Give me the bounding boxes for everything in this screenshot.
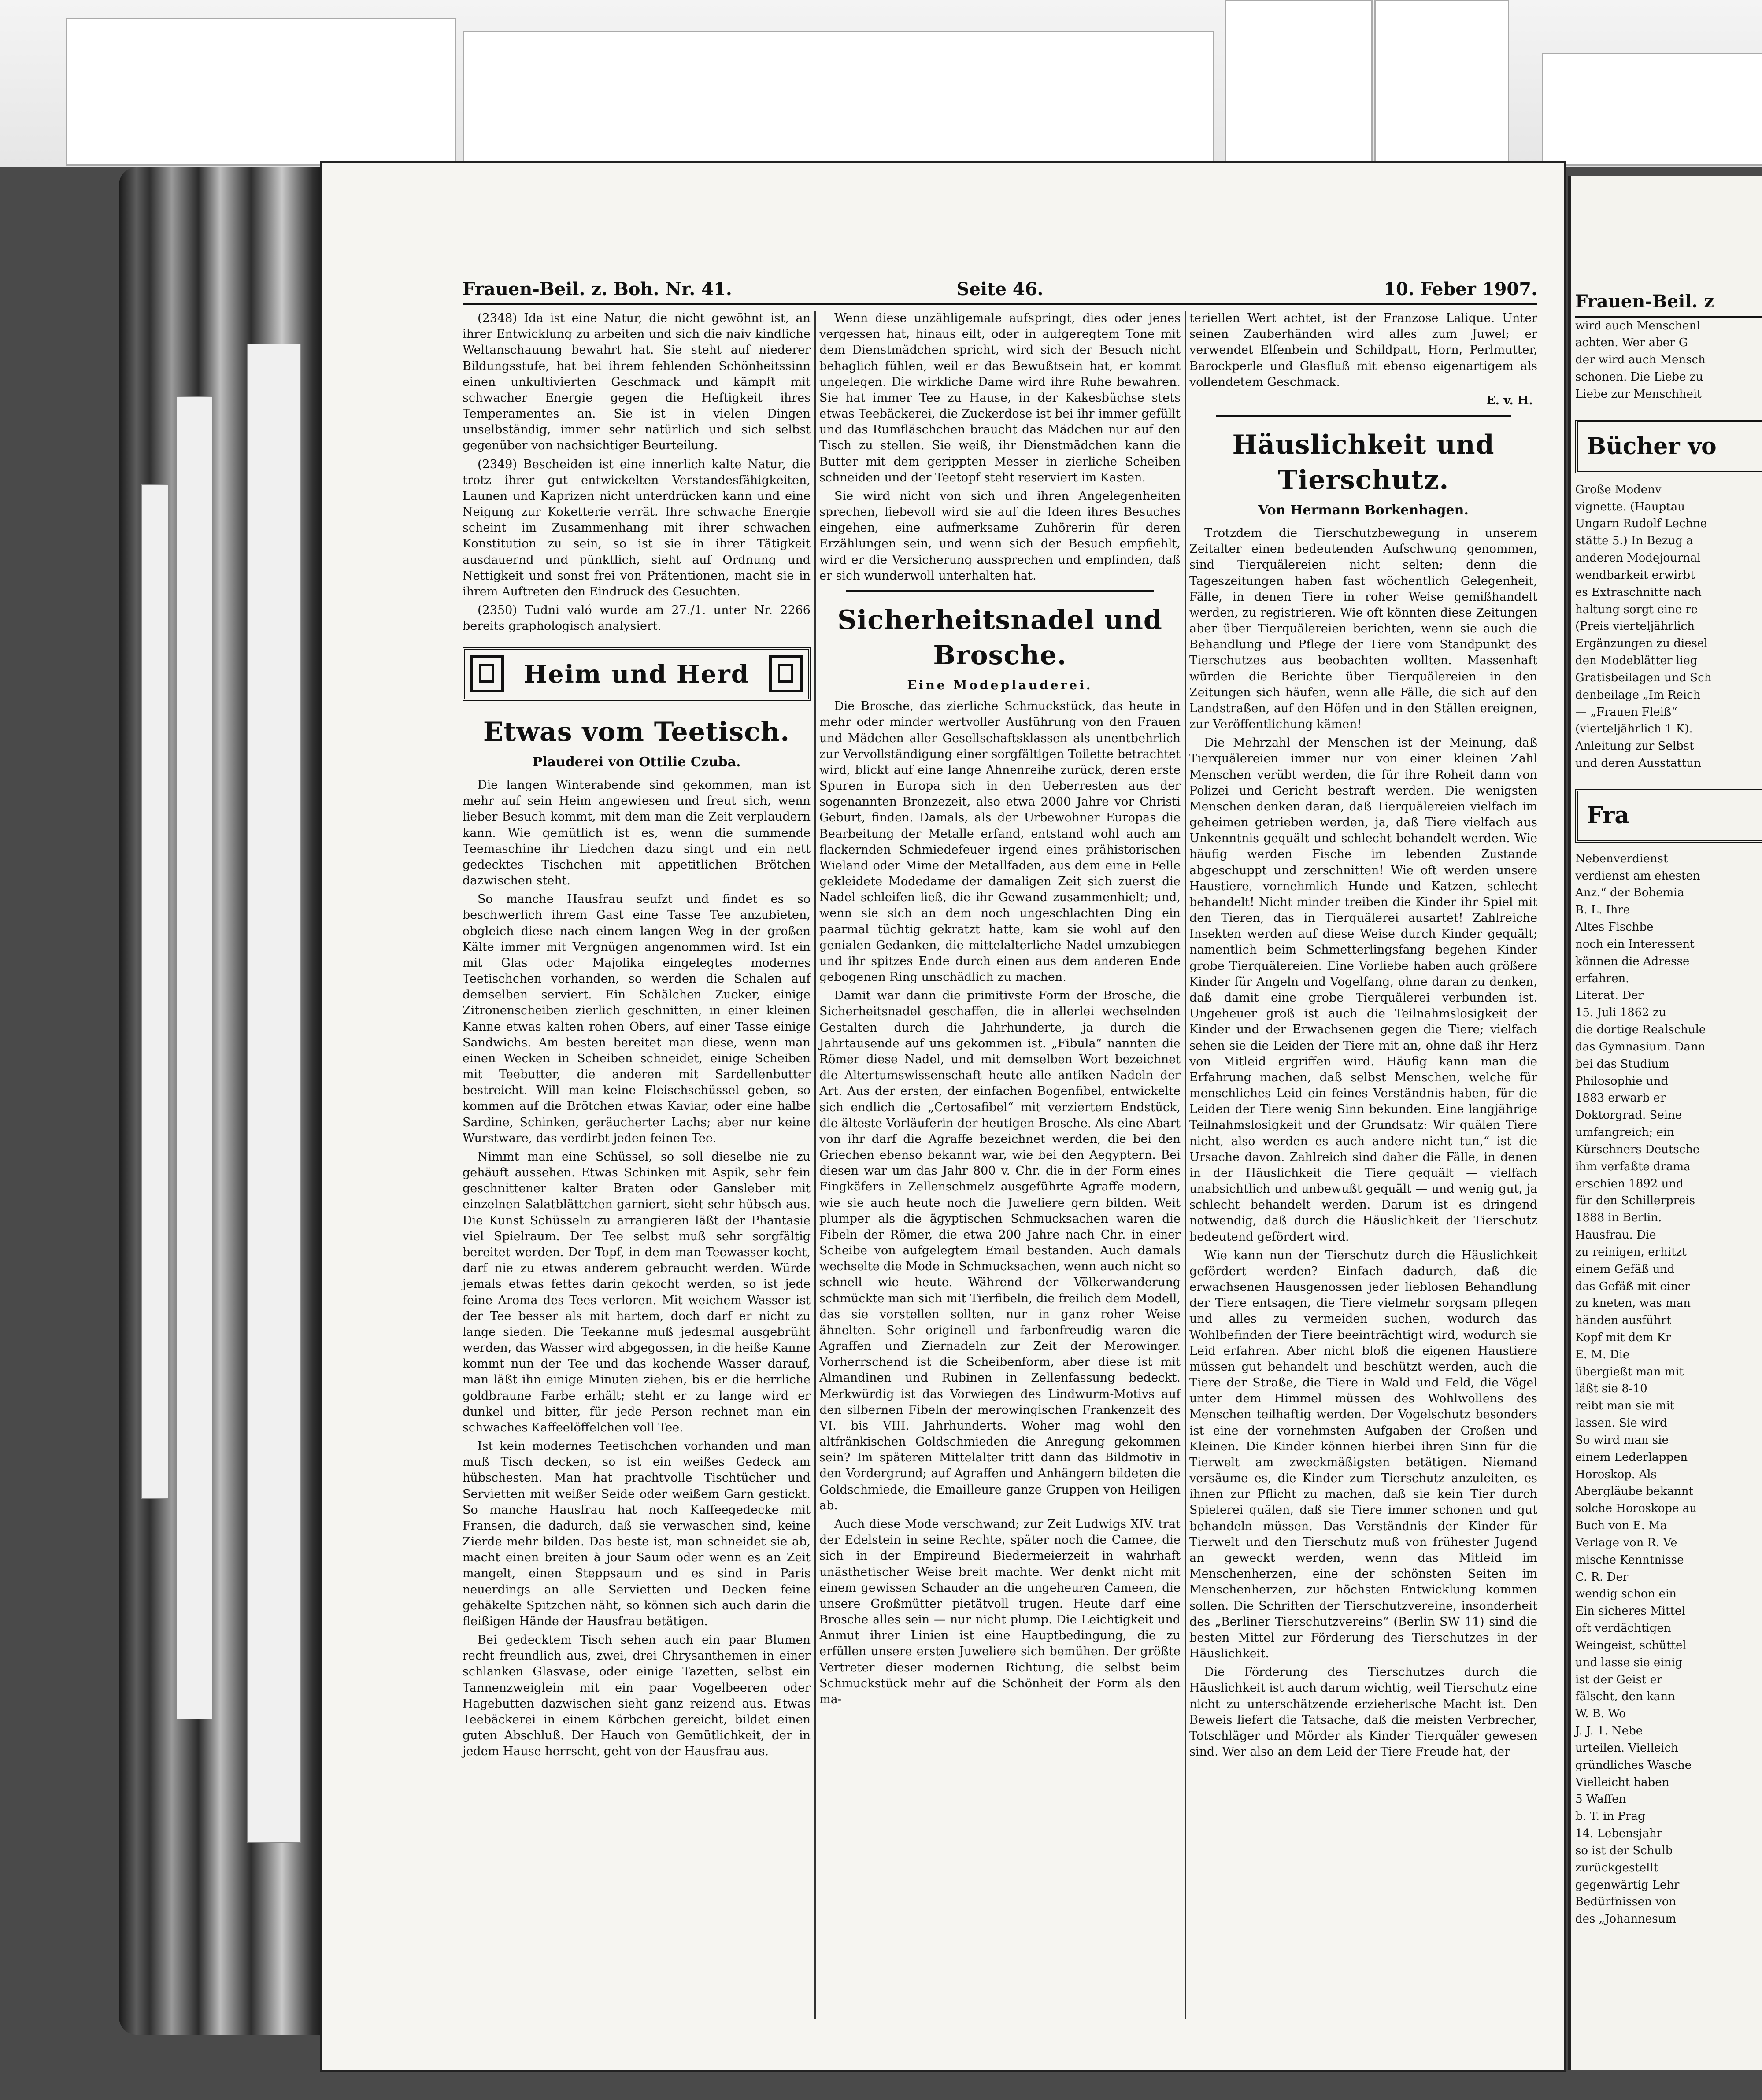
adjacent-text-line: Doktorgrad. Seine <box>1575 1109 1682 1122</box>
adjacent-text-line: noch ein Interessent <box>1575 937 1695 951</box>
article-paragraph: Sie wird nicht von sich und ihren Angelegenheiten sprechen, liebevoll wird sie auf die Ideen ihres Besuches eingehen, eine aufmerksame Zuhörerin für deren Erzählungen sein, und wenn sich der Besuch empfiehlt, wird er die Versicherung aussprechen und empfinden, daß er sich wunderwoll unterhalten hat. <box>819 489 1181 583</box>
adjacent-text-line: zurückgestellt <box>1575 1861 1658 1874</box>
adjacent-text-line: Philosophie und <box>1575 1074 1669 1088</box>
background-paper-sheet <box>66 18 456 166</box>
adjacent-text-line: stätte 5.) In Bezug a <box>1575 534 1693 548</box>
adjacent-text-block <box>1575 482 1762 771</box>
adjacent-text-line: wird auch Menschenl <box>1575 319 1700 333</box>
adjacent-text-line: wendbarkeit erwirbt <box>1575 568 1695 582</box>
adjacent-text-line: gegenwärtig Lehr <box>1575 1878 1680 1892</box>
adjacent-text-line: bei das Studium <box>1575 1057 1669 1071</box>
adjacent-text-line: der wird auch Mensch <box>1575 353 1706 367</box>
column-rule <box>1185 311 1186 2019</box>
adjacent-text-line: zu reinigen, erhitzt <box>1575 1245 1687 1259</box>
adjacent-text-line: so ist der Schulb <box>1575 1844 1673 1857</box>
running-head <box>463 277 1537 305</box>
running-head-title: Frauen-Beil. z. Boh. Nr. 41. <box>463 279 732 299</box>
adjacent-text-line: einem Gefäß und <box>1575 1262 1675 1276</box>
adjacent-text-line: die dortige Realschule <box>1575 1023 1706 1037</box>
adjacent-text-line: Ergänzungen zu diesel <box>1575 637 1708 651</box>
column-3 <box>1189 311 1537 1763</box>
graphology-answer: (2349) Bescheiden ist eine innerlich kalte Natur, die trotz ihrer gut entwickelten Verstandesfähigkeiten, Launen und Kaprizen nicht unterdrücken kann und eine Neigung zur Koketterie verrät. Ihre schwache Energie scheint im Zusammenhang mit ihrer schwachen Konstitution zu sein, so ist sie in ihrer Tätigkeit ausdauernd und pünktlich, sieht auf Ordnung und Nettigkeit und sonst frei von Prätentionen, macht sie in ihrem Auftreten den Eindruck des Gesuchten. <box>463 457 811 599</box>
adjacent-text-line: J. J. 1. Nebe <box>1575 1724 1643 1738</box>
adjacent-text-line: b. T. in Prag <box>1575 1810 1645 1823</box>
adjacent-text-line: W. B. Wo <box>1575 1707 1626 1721</box>
adjacent-text-line: Kopf mit dem Kr <box>1575 1331 1671 1344</box>
adjacent-text-line: und deren Ausstattun <box>1575 756 1701 770</box>
adjacent-text-line: Verlage von R. Ve <box>1575 1536 1677 1549</box>
article-signature: E. v. H. <box>1486 393 1533 407</box>
article-paragraph: Die Mehrzahl der Menschen ist der Meinung, daß Tierquälereien immer nur von einer kleinen Zahl Menschen verübt werden, die für ihre Roheit dann von Polizei und Gericht bestraft werden. Die wenigsten Menschen denken daran, daß Tierquälereien vielfach im geheimen getrieben werden, ja, daß Tiere vielfach aus Unkenntnis gequält und schlecht behandelt werden. Wie häufig werden Fische im lebenden Zustande abgeschuppt und zerschnitten! Wie oft werden unsere Haustiere, vornehmlich Hunde und Katzen, schlecht behandelt! Nicht minder treiben die Kinder ihr Spiel mit den Tieren, das in Tierquälerei ausartet! Zahlreiche Insekten werden auf diese Weise durch Kinder gequält; namentlich beim Schmetterlingsfang begehen Kinder grobe Tierquälereien. Eine Vorliebe haben auch größere Kinder für Angeln und Vogelfang, ohne daran zu denken, daß damit eine grobe Tierquälerei verbunden ist. Ungeheuer groß ist auch die Teilnahmslosigkeit der Kinder und der Erwachsenen gegen die Tiere; vielfach sehen sie die Leiden der Tiere mit an, ohne daß ihr Herz von Mitleid ergriffen wird. Häufig kann man die Erfahrung machen, daß selbst Menschen, welche für menschliches Leid ein feines Verständnis haben, für die Leiden der Tiere wenig Sinn bekunden. Eine langjährige Teilnahmslosigkeit und der Grundsatz: Wir quälen Tiere nicht, also werden es auch andere nicht tun,“ ist die Ursache davon. Zahlreich sind daher die Fälle, in denen in der Häuslichkeit die Tiere gequält — vielfach unabsichtlich und unbewußt gequält — und wenig gut, ja schlecht behandelt werden. Darum ist es dringend notwendig, daß durch die Häuslichkeit der Tierschutz bedeutend gefördert wird. <box>1189 736 1537 1244</box>
adjacent-text-line: mische Kenntnisse <box>1575 1553 1684 1567</box>
adjacent-page-column <box>1575 176 1762 1929</box>
adjacent-text-line: Altes Fischbe <box>1575 921 1654 934</box>
adjacent-text-line: Liebe zur Menschheit <box>1575 387 1702 401</box>
ornament-icon <box>470 655 504 692</box>
article-subtitle: Eine Modeplauderei. <box>907 677 1093 692</box>
adjacent-text-block <box>1575 318 1762 402</box>
adjacent-text-line: urteilen. Vielleich <box>1575 1741 1678 1755</box>
article-paragraph: Wenn diese unzähligemale aufspringt, dies oder jenes vergessen hat, hinaus eilt, oder in aufgeregtem Tone mit dem Dienstmädchen spricht, wird sich der Besuch nicht behaglich fühlen, weil er das Bewußtsein hat, er kommt ungelegen. Die wirkliche Dame wird ihre Ruhe bewahren. Sie hat immer Tee zu Hause, in der Kakesbüchse stets etwas Teebäckerei, die Zuckerdose ist bei ihr immer gefüllt und das Rumfläschchen braucht das Mädchen nur auf den Tisch zu stellen. Sie weiß, ihr Dienstmädchen kann die Butter mit dem gerippten Messer in zierliche Scheiben schneiden und der Teetopf steht reserviert im Kasten. <box>819 311 1181 484</box>
article-divider <box>1216 415 1511 417</box>
adjacent-text-line: Horoskop. Als <box>1575 1468 1657 1481</box>
adjacent-text-line: reibt man sie mit <box>1575 1399 1675 1413</box>
adjacent-text-line: umfangreich; ein <box>1575 1126 1674 1139</box>
adjacent-text-line: wendig schon ein <box>1575 1587 1677 1601</box>
article-title: Etwas vom Teetisch. <box>483 717 790 748</box>
adjacent-text-line: gründliches Wasche <box>1575 1758 1692 1772</box>
adjacent-text-line: lassen. Sie wird <box>1575 1416 1667 1430</box>
adjacent-text-line: haltung sorgt eine re <box>1575 603 1698 616</box>
article-paragraph: Damit war dann die primitivste Form der Brosche, die Sicherheitsnadel geschaffen, die in allerlei wechselnden Gestalten durch die Jahrhunderte, ja durch die Jahrtausende auf uns gekommen ist. „Fibula“ nannten die Römer diese Nadel, und mit demselben Wort bezeichnet die Altertumswissenschaft heute alle antiken Nadeln der Art. Aus der ersten, der einfachen Bogenfibel, entwickelte sich endlich die „Certosafibel“ mit verziertem Endstück, die älteste Vorläuferin der heutigen Brosche. Als eine Abart von ihr darf die Agraffe bezeichnet werden, die bei den Griechen ebenso bekannt war, wie bei den Aegyptern. Bei diesen war um das Jahr 800 v. Chr. die in der Form eines Fingkäfers in Zellenschmelz ausgeführte Agraffe modern, wie sie auch heute noch die Juweliere gern bilden. Weit plumper als die ägyptischen Schmucksachen waren die Fibeln der Römer, die etwa 200 Jahre nach Chr. in einer Scheibe von aufgelegtem Email bestanden. Auch damals wechselte die Mode in Schmucksachen, wenn auch nicht so schnell wie heute. Während der Völkerwanderung schmückte man sich mit Tierfibeln, die freilich dem Modell, das sie vorstellen sollten, nur in ganz roher Weise ähnelten. Sehr originell und farbenfreudig waren die Agraffen und Ziernadeln zur Zeit der Merowinger. Vorherrschend ist die Scheibenform, aber diese ist mit Almandinen und Rubinen in Zellenfassung bedeckt. Merkwürdig ist das Vorwiegen des Lindwurm-Motivs auf den silbernen Fibeln der merowingischen Frankenzeit des VI. bis VIII. Jahrhunderts. Woher mag wohl den altfränkischen Goldschmieden die Anregung gekommen sein? Im späteren Mittelalter tritt dann das Bildmotiv in den Vordergrund; auf Agraffen und Anhängern bildeten die Goldschmiede, die Emailleure ganze Gruppen von Heiligen ab. <box>819 989 1181 1512</box>
adjacent-text-line: Bedürfnissen von <box>1575 1895 1677 1909</box>
adjacent-text-line: läßt sie 8-10 <box>1575 1382 1647 1396</box>
article-paragraph: Wie kann nun der Tierschutz durch die Häuslichkeit gefördert werden? Einfach dadurch, daß die erwachsenen Hausgenossen jeder lieblosen Behandlung der Tiere entsagen, die Tiere vielmehr sorgsam pflegen und alles zu vermeiden suchen, wodurch das Wohlbefinden der Tiere beeinträchtigt wird, wodurch sie Leid erfahren. Aber nicht bloß die eigenen Haustiere müssen gut behandelt und beschützt werden, auch die Tiere der Straße, die Tiere in Wald und Feld, die Vögel unter dem Himmel müssen des Wohlwollens des Menschen teilhaftig werden. Der Vogelschutz besonders ist eine der vornehmsten Aufgaben der Großen und Kleinen. Die Kinder können hierbei ihren Sinn für die Tierwelt am zweckmäßigsten betätigen. Niemand versäume es, die Kinder zum Tierschutz anzuleiten, es ihnen zur Pflicht zu machen, daß sie kein Tier durch Spielerei quälen, daß sie Tiere immer schonen und gut behandeln müssen. Das Verständnis der Kinder für Tierwelt und den Tierschutz muß von frühester Jugend an geweckt werden, wenn das Mitleid im Menschenherzen, eine der schönsten Seiten im Menschenherzen, zur höchsten Entwicklung kommen sollen. Die Schriften der Tierschutzvereine, insonderheit des „Berliner Tierschutzvereins“ (Berlin SW 11) sind die besten Mittel zur Förderung des Tierschutzes in der Häuslichkeit. <box>1189 1248 1537 1661</box>
article-paragraph: Bei gedecktem Tisch sehen auch ein paar Blumen recht freundlich aus, zwei, drei Chrysanthemen in einer schlanken Glasvase, oder einige Tazetten, selbst ein Tannenzweiglein mit ein paar Vogelbeeren oder Hagebutten dazwischen sieht ganz reizend aus. Etwas Teebäckerei in einem Körbchen gereicht, bildet einen guten Abschluß. Der Hauch von Gemütlichkeit, der in jedem Hause herrscht, geht von der Hausfrau aus. <box>463 1633 811 1759</box>
article-divider <box>846 590 1154 592</box>
adjacent-text-line: für den Schillerpreis <box>1575 1194 1695 1208</box>
adjacent-text-line: übergießt man mit <box>1575 1365 1684 1379</box>
adjacent-page <box>1568 176 1762 2070</box>
adjacent-text-line: E. M. Die <box>1575 1348 1630 1361</box>
adjacent-section-box: Fra <box>1575 789 1762 843</box>
page-edge <box>247 344 301 1843</box>
page-edge <box>141 484 169 1499</box>
background-paper-sheet <box>1225 0 1373 166</box>
adjacent-text-line: es Extraschnitte nach <box>1575 585 1702 599</box>
adjacent-text-line: einem Lederlappen <box>1575 1450 1688 1464</box>
adjacent-text-line: (vierteljährlich 1 K). <box>1575 722 1693 736</box>
article-paragraph: teriellen Wert achtet, ist der Franzose Lalique. Unter seinen Zauberhänden wird alles zum Juwel; er verwendet Elfenbein und Schildpatt, Horn, Perlmutter, Barockperle und Glasfluß mit ebenso eigenartigem als vollendetem Geschmack. <box>1189 311 1537 389</box>
adjacent-section-box: Bücher vo <box>1575 420 1762 473</box>
column-rule <box>814 311 816 2019</box>
adjacent-text-line: — „Frauen Fleiß“ <box>1575 705 1677 719</box>
adjacent-text-line: erfahren. <box>1575 972 1629 985</box>
article-paragraph: Nimmt man eine Schüssel, so soll dieselbe nie zu gehäuft aussehen. Etwas Schinken mit Aspik, sehr fein geschnittener kalter Braten oder Gansleber mit einzelnen Salatblättchen garniert, sieht sehr hübsch aus. Die Kunst Schüsseln zu arrangieren läßt der Phantasie viel Spielraum. Der Tee selbst muß sehr sorgfältig bereitet werden. Der Topf, in dem man Teewasser kocht, darf nie zu etwas anderem gebraucht werden. Würde jemals etwas fettes darin gekocht werden, so ist jede feine Aroma des Tees verloren. Mit weichem Wasser ist der Tee besser als mit hartem, doch darf er nicht zu lange sieden. Die Teekanne muß jedesmal ausgebrüht werden, das Wasser wird abgegossen, in die heiße Kanne kommt nun der Tee und das kochende Wasser darauf, man läßt ihn einige Minuten ziehen, bis er die herrliche goldbraune Farbe erhält; steht er zu lange wird er dunkel und bitter, für jede Person rechnet man ein schwaches Kaffeelöffelchen voll Tee. <box>463 1150 811 1435</box>
adjacent-text-line: Buch von E. Ma <box>1575 1519 1667 1533</box>
adjacent-text-line: erschien 1892 und <box>1575 1177 1684 1190</box>
article-title: Häuslichkeit und Tierschutz. <box>1232 429 1495 496</box>
article-paragraph: Ist kein modernes Teetischchen vorhanden und man muß Tisch decken, so ist ein weißes Gedeck am hübschesten. Man hat prachtvolle Tischtücher und Servietten mit weißer Seide oder weißem Garn gestickt. So manche Hausfrau hat noch Kaffeegedecke mit Fransen, die dadurch, daß sie verwaschen sind, keine Zierde mehr bilden. Das beste ist, man schneidet sie ab, macht einen breiten à jour Saum oder wenn es an Zeit mangelt, einen Steppsaum und es sind in Paris neuerdings an alle Servietten und Decken feine gehäkelte Spitzchen näht, so können sich auch darin die fleißigen Hände der Hausfrau betätigen. <box>463 1439 811 1628</box>
issue-date: 10. Feber 1907. <box>1384 279 1537 299</box>
adjacent-text-line: den Modeblätter lieg <box>1575 654 1698 668</box>
adjacent-text-line: solche Horoskope au <box>1575 1502 1697 1516</box>
adjacent-text-line: schonen. Die Liebe zu <box>1575 370 1703 384</box>
adjacent-text-block <box>1575 851 1762 1927</box>
adjacent-text-line: händen ausführt <box>1575 1314 1671 1327</box>
adjacent-text-line: So wird man sie <box>1575 1433 1669 1447</box>
adjacent-text-line: können die Adresse <box>1575 954 1690 968</box>
adjacent-text-line: Nebenverdienst <box>1575 852 1668 865</box>
adjacent-running-head: Frauen-Beil. z <box>1575 290 1762 318</box>
adjacent-text-line: des „Johannesum <box>1575 1912 1677 1926</box>
adjacent-text-line: Anleitung zur Selbst <box>1575 739 1694 753</box>
section-title: Heim und Herd <box>524 659 749 689</box>
adjacent-text-line: und lasse sie einig <box>1575 1656 1683 1669</box>
article-paragraph: Die langen Winterabende sind gekommen, man ist mehr auf sein Heim angewiesen und freut sich, wenn lieber Besuch kommt, mit dem man die Zeit verplaudern kann. Wie gemütlich ist es, wenn die summende Teemaschine ihr Liedchen dazu singt und ein nett gedecktes Tischchen mit appetitlichen Brötchen dazwischen steht. <box>463 778 811 888</box>
background-paper-sheet <box>463 31 1214 166</box>
adjacent-text-line: Kürschners Deutsche <box>1575 1142 1700 1156</box>
page-edge <box>176 396 213 1719</box>
ornament-icon <box>769 655 803 692</box>
adjacent-text-line: 15. Juli 1862 zu <box>1575 1006 1666 1020</box>
adjacent-text-line: achten. Wer aber G <box>1575 336 1688 350</box>
adjacent-text-line: Anz.“ der Bohemia <box>1575 886 1684 900</box>
adjacent-text-line: Gratisbeilagen und Sch <box>1575 671 1712 684</box>
adjacent-text-line: anderen Modejournal <box>1575 551 1701 565</box>
adjacent-text-line: ihm verfaßte drama <box>1575 1160 1691 1173</box>
newspaper-page <box>322 163 1564 2070</box>
background-paper-sheet <box>1542 53 1762 166</box>
article-paragraph: So manche Hausfrau seufzt und findet es so beschwerlich ihrem Gast eine Tasse Tee anzubieten, obgleich diese nach einem langen Weg in der großen Kälte immer mit Vergnügen angenommen wird. Ist ein mit Glas oder Majolika eingelegtes modernes Teetischchen vorhanden, so werden die Schalen auf demselben serviert. Ein Schälchen Zucker, einige Zitronenscheiben zierlich geschnitten, in einer kleinen Kanne etwas kalten rohen Obers, auf einer Tasse einige Sandwichs. Am besten bereitet man diese, wenn man einen Wecken in Scheiben schneidet, einige Scheiben mit Teebutter, die anderen mit Sardellenbutter bestreicht. Will man keine Fleischschüssel geben, so kommen auf die Brötchen etwas Kaviar, oder eine halbe Sardine, Schinken, geräucherter Lachs; aber nur keine Wurstware, das verdirbt jeden feinen Tee. <box>463 892 811 1145</box>
adjacent-text-line: (Preis vierteljährlich <box>1575 620 1695 633</box>
adjacent-text-line: zu kneten, was man <box>1575 1297 1691 1310</box>
page-number: Seite 46. <box>956 279 1044 299</box>
adjacent-text-line: Weingeist, schüttel <box>1575 1638 1686 1652</box>
adjacent-text-line: das Gymnasium. Dann <box>1575 1040 1706 1054</box>
section-header-box <box>463 647 811 701</box>
adjacent-text-line: Vielleicht haben <box>1575 1775 1669 1789</box>
article-title: Sicherheitsnadel und Brosche. <box>837 604 1162 671</box>
adjacent-text-line: Hausfrau. Die <box>1575 1228 1656 1242</box>
adjacent-text-line: Literat. Der <box>1575 989 1644 1002</box>
article-byline: Plauderei von Ottilie Czuba. <box>532 754 741 770</box>
background-paper-sheet <box>1374 0 1509 166</box>
article-paragraph: Die Brosche, das zierliche Schmuckstück, das heute in mehr oder minder wertvoller Ausführung von den Frauen und Mädchen aller Gesellschaftsklassen als unentbehrlich zur Vervollständigung einer sorgfältigen Toilette betrachtet wird, blickt auf eine lange Ahnenreihe zurück, deren erste Spuren in Europa sich in den Ueberresten aus der sogenannten Bronzezeit, also etwa 2000 Jahre vor Christi Geburt, finden. Damals, als der Urbewohner Europas die Bearbeitung der Metalle erfand, entstand wohl auch am flackernden Schmiedefeuer irgend eines prähistorischen Wieland oder Mime der Metallfaden, aus dem eine in Felle gekleidete Modedame der damaligen Zeit sich zuerst die Nadel schleifen ließ, die ihr Gewand zusammenhielt; und, wenn sie sich an dem noch ungeschlachten Ding ein paarmal tüchtig gekratzt hatte, kam sie wohl auf den genialen Gedanken, die mittelalterliche Nadel umzubiegen und ihr spitzes Ende durch einen aus dem anderen Ende gebogenen Ring unschädlich zu machen. <box>819 699 1181 984</box>
article-paragraph: Trotzdem die Tierschutzbewegung in unserem Zeitalter einen bedeutenden Aufschwung genommen, sind Tierquälereien nicht selten; denn die Tageszeitungen haben fast wöchentlich Gelegenheit, Fälle, in denen Tiere in roher Weise gemißhandelt werden, zu registrieren. Wie oft könnten diese Zeitungen aber über Tierquälereien berichten, wenn sie auch die Behandlung und Pflege der Tiere vom Standpunkt des Tierschutzes aus beobachten wollten. Massenhaft würden die Berichte über Tierquälereien in den Zeitungen sich häufen, wenn alle Fälle, die sich auf den Landstraßen, auf den Höfen und in den Ställen ereignen, zur Veröffentlichung kämen! <box>1189 526 1537 732</box>
adjacent-text-line: Ungarn Rudolf Lechne <box>1575 517 1707 531</box>
adjacent-text-line: oft verdächtigen <box>1575 1622 1671 1635</box>
adjacent-text-line: 1883 erwarb er <box>1575 1091 1666 1105</box>
adjacent-text-line: Große Modenv <box>1575 483 1662 496</box>
adjacent-text-line: B. L. Ihre <box>1575 903 1630 917</box>
adjacent-text-line: C. R. Der <box>1575 1570 1629 1584</box>
graphology-answer: (2350) Tudni való wurde am 27./1. unter Nr. 2266 bereits graphologisch analysiert. <box>463 603 811 633</box>
adjacent-text-line: fälscht, den kann <box>1575 1690 1675 1704</box>
scan-background <box>0 0 1762 167</box>
adjacent-text-line: 14. Lebensjahr <box>1575 1827 1662 1841</box>
adjacent-text-line: denbeilage „Im Reich <box>1575 688 1701 702</box>
column-2 <box>819 311 1181 1710</box>
adjacent-text-line: ist der Geist er <box>1575 1673 1662 1686</box>
article-paragraph: Auch diese Mode verschwand; zur Zeit Ludwigs XIV. trat der Edelstein in seine Rechte, später noch die Camee, die sich in der Empireund Biedermeierzeit in wahrhaft unästhetischer Weise breit machte. Wer denkt nicht mit einem gewissen Schauder an die ungeheuren Cameen, die unsere Großmütter pietätvoll trugen. Heute darf eine Brosche alles sein — nur nicht plump. Die Leichtigkeit und Anmut ihrer Linien ist eine Hauptbedingung, die zu erfüllen unsere ersten Juweliere sich bemühen. Der größte Vertreter dieser modernen Richtung, die selbst beim Schmuckstück mehr auf die Schönheit der Form als den ma- <box>819 1517 1181 1706</box>
adjacent-text-line: 1888 in Berlin. <box>1575 1211 1662 1225</box>
adjacent-text-line: das Gefäß mit einer <box>1575 1279 1690 1293</box>
adjacent-text-line: Abergläube bekannt <box>1575 1485 1693 1498</box>
column-1 <box>463 311 811 1763</box>
adjacent-text-line: verdienst am ehesten <box>1575 869 1700 883</box>
adjacent-text-line: Ein sicheres Mittel <box>1575 1605 1685 1618</box>
adjacent-text-line: vignette. (Hauptau <box>1575 500 1685 514</box>
article-paragraph: Die Förderung des Tierschutzes durch die Häuslichkeit ist auch darum wichtig, weil Tierschutz eine nicht zu unterschätzende erzieherische Macht ist. Den Beweis liefert die Tatsache, daß die meisten Verbrecher, Totschläger und Mörder als Kinder Tierquäler gewesen sind. Wer also an dem Leid der Tiere Freude hat, der <box>1189 1665 1537 1759</box>
article-byline: Von Hermann Borkenhagen. <box>1258 502 1469 518</box>
graphology-answer: (2348) Ida ist eine Natur, die nicht gewöhnt ist, an ihrer Entwicklung zu arbeiten und sich die naiv kindliche Weltanschauung bewahrt hat. Sie steht auf niederer Bildungsstufe, hat bei ihrem fehlenden Schönheitssinn einen unkultivierten Geschmack und kämpft mit schwacher Energie gegen die Heftigkeit ihres Temperamentes an. Sie ist in vielen Dingen unselbständig, immer sehr natürlich und sich selbst gegenüber von nachsichtiger Beurteilung. <box>463 311 811 453</box>
adjacent-text-line: 5 Waffen <box>1575 1793 1626 1806</box>
